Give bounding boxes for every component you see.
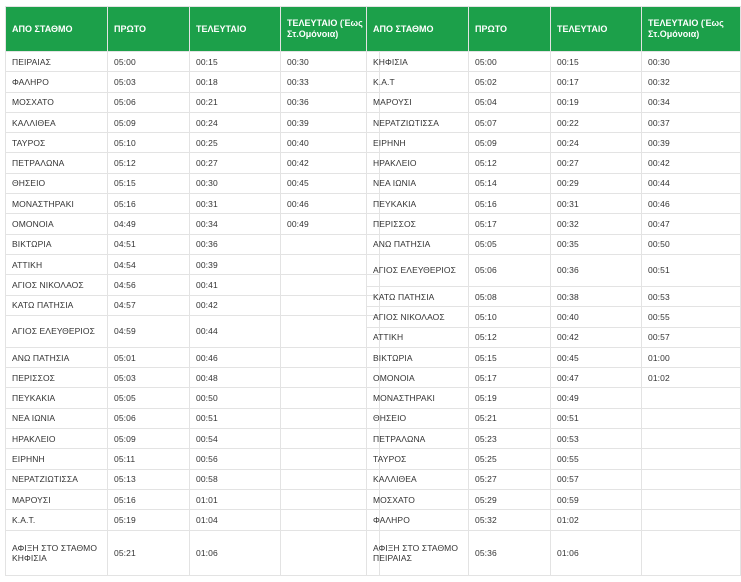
cell-last-omonia-time	[642, 489, 741, 509]
cell-station: ΚΑΛΛΙΘΕΑ	[6, 112, 108, 132]
cell-station: ΜΟΝΑΣΤΗΡΑΚΙ	[6, 194, 108, 214]
table-row	[367, 72, 741, 92]
table-row	[6, 315, 380, 347]
cell-station: ΦΑΛΗΡΟ	[6, 72, 108, 92]
cell-station: ΒΙΚΤΩΡΙΑ	[367, 347, 469, 367]
cell-station: ΝΕΡΑΤΖΙΩΤΙΣΣΑ	[367, 112, 469, 132]
cell-station: ΑΦΙΞΗ ΣΤΟ ΣΤΑΘΜΟ ΠΕΙΡΑΙΑΣ	[367, 530, 469, 575]
cell-last-omonia-time: 01:02	[642, 368, 741, 388]
table-row	[367, 52, 741, 72]
cell-last-time: 00:24	[551, 133, 642, 153]
cell-last-omonia-time	[642, 469, 741, 489]
table-row	[367, 449, 741, 469]
cell-last-omonia-time: 00:32	[642, 72, 741, 92]
cell-last-time: 00:17	[551, 72, 642, 92]
cell-last-omonia-time	[642, 388, 741, 408]
cell-station: Κ.Α.Τ	[367, 72, 469, 92]
cell-first-time: 05:23	[469, 429, 551, 449]
cell-station: ΘΗΣΕΙΟ	[6, 173, 108, 193]
cell-last-omonia-time: 00:47	[642, 214, 741, 234]
header-station: ΑΠΟ ΣΤΑΘΜΟ	[367, 7, 469, 52]
cell-station: ΠΕΙΡΑΙΑΣ	[6, 52, 108, 72]
cell-last-omonia-time	[281, 489, 380, 509]
cell-last-time: 01:04	[190, 510, 281, 530]
cell-last-time: 00:19	[551, 92, 642, 112]
cell-first-time: 05:36	[469, 530, 551, 575]
cell-first-time: 05:09	[108, 112, 190, 132]
cell-station: ΤΑΥΡΟΣ	[367, 449, 469, 469]
cell-station: ΕΙΡΗΝΗ	[367, 133, 469, 153]
cell-first-time: 05:16	[108, 194, 190, 214]
cell-last-omonia-time	[281, 368, 380, 388]
table-row	[367, 307, 741, 327]
cell-last-omonia-time	[642, 510, 741, 530]
cell-first-time: 05:13	[108, 469, 190, 489]
cell-first-time: 05:16	[108, 489, 190, 509]
header-first: ΠΡΩΤΟ	[469, 7, 551, 52]
cell-first-time: 04:56	[108, 275, 190, 295]
cell-station: ΦΑΛΗΡΟ	[367, 510, 469, 530]
cell-last-time: 00:55	[551, 449, 642, 469]
cell-first-time: 05:27	[469, 469, 551, 489]
cell-station: ΚΑΛΛΙΘΕΑ	[367, 469, 469, 489]
cell-station: ΚΑΤΩ ΠΑΤΗΣΙΑ	[6, 295, 108, 315]
cell-first-time: 05:02	[469, 72, 551, 92]
table-row	[6, 388, 380, 408]
cell-station: ΝΕΑ ΙΩΝΙΑ	[367, 173, 469, 193]
cell-station: ΑΓΙΟΣ ΝΙΚΟΛΑΟΣ	[367, 307, 469, 327]
table-row	[6, 214, 380, 234]
cell-station: ΠΕΡΙΣΣΟΣ	[367, 214, 469, 234]
table-row	[367, 194, 741, 214]
table-row	[367, 214, 741, 234]
cell-last-omonia-time: 01:00	[642, 347, 741, 367]
table-row	[367, 347, 741, 367]
cell-station: ΤΑΥΡΟΣ	[6, 133, 108, 153]
table-row	[367, 173, 741, 193]
cell-last-omonia-time: 00:55	[642, 307, 741, 327]
cell-last-time: 00:50	[190, 388, 281, 408]
cell-last-omonia-time: 00:33	[281, 72, 380, 92]
cell-last-time: 00:27	[190, 153, 281, 173]
table-row	[6, 153, 380, 173]
cell-last-time: 00:36	[190, 234, 281, 254]
cell-station: ΘΗΣΕΙΟ	[367, 408, 469, 428]
table-row	[367, 254, 741, 286]
cell-last-omonia-time	[281, 469, 380, 489]
cell-first-time: 05:12	[469, 327, 551, 347]
cell-last-omonia-time: 00:36	[281, 92, 380, 112]
table-row	[367, 530, 741, 575]
table-row	[367, 388, 741, 408]
cell-station: Κ.Α.Τ.	[6, 510, 108, 530]
cell-station: ΝΕΑ ΙΩΝΙΑ	[6, 408, 108, 428]
table-row	[6, 173, 380, 193]
table-row	[6, 295, 380, 315]
cell-last-time: 00:34	[190, 214, 281, 234]
cell-last-time: 00:24	[190, 112, 281, 132]
cell-first-time: 05:06	[469, 254, 551, 286]
cell-station: ΑΝΩ ΠΑΤΗΣΙΑ	[6, 347, 108, 367]
cell-last-time: 00:58	[190, 469, 281, 489]
cell-first-time: 05:06	[108, 408, 190, 428]
cell-last-omonia-time: 00:30	[281, 52, 380, 72]
cell-station: ΜΟΣΧΑΤΟ	[6, 92, 108, 112]
cell-last-omonia-time	[642, 449, 741, 469]
cell-first-time: 05:07	[469, 112, 551, 132]
cell-first-time: 04:57	[108, 295, 190, 315]
cell-first-time: 05:09	[469, 133, 551, 153]
table-row	[6, 52, 380, 72]
header-row	[6, 7, 380, 52]
cell-station: ΒΙΚΤΩΡΙΑ	[6, 234, 108, 254]
cell-station: ΜΟΣΧΑΤΟ	[367, 489, 469, 509]
cell-first-time: 04:54	[108, 254, 190, 274]
table-row	[6, 449, 380, 469]
cell-first-time: 04:59	[108, 315, 190, 347]
table-row	[6, 469, 380, 489]
table-row	[367, 368, 741, 388]
cell-last-omonia-time	[281, 429, 380, 449]
cell-station: ΜΑΡΟΥΣΙ	[367, 92, 469, 112]
header-last-omonia: ΤΕΛΕΥΤΑΙΟ (Έως Στ.Ομόνοια)	[281, 7, 380, 52]
cell-station: ΜΟΝΑΣΤΗΡΑΚΙ	[367, 388, 469, 408]
cell-first-time: 05:12	[108, 153, 190, 173]
table-row	[6, 489, 380, 509]
cell-last-omonia-time	[281, 347, 380, 367]
cell-station: ΑΓΙΟΣ ΝΙΚΟΛΑΟΣ	[6, 275, 108, 295]
cell-last-omonia-time: 00:42	[281, 153, 380, 173]
cell-last-time: 00:57	[551, 469, 642, 489]
cell-first-time: 04:51	[108, 234, 190, 254]
cell-last-time: 00:21	[190, 92, 281, 112]
cell-last-omonia-time	[642, 429, 741, 449]
cell-last-time: 00:56	[190, 449, 281, 469]
table-row	[367, 153, 741, 173]
header-row	[367, 7, 741, 52]
cell-station: ΠΕΤΡΑΛΩΝΑ	[6, 153, 108, 173]
cell-station: ΑΤΤΙΚΗ	[367, 327, 469, 347]
cell-first-time: 05:01	[108, 347, 190, 367]
cell-last-omonia-time: 00:49	[281, 214, 380, 234]
timetable-right	[366, 6, 741, 576]
cell-last-time: 00:48	[190, 368, 281, 388]
cell-first-time: 05:09	[108, 429, 190, 449]
cell-first-time: 05:19	[108, 510, 190, 530]
cell-last-omonia-time: 00:37	[642, 112, 741, 132]
header-first: ΠΡΩΤΟ	[108, 7, 190, 52]
cell-first-time: 05:19	[469, 388, 551, 408]
cell-station: ΠΕΥΚΑΚΙΑ	[367, 194, 469, 214]
cell-first-time: 05:05	[469, 234, 551, 254]
cell-last-omonia-time	[281, 530, 380, 575]
timetable-left	[5, 6, 380, 576]
cell-first-time: 05:16	[469, 194, 551, 214]
table-row	[6, 429, 380, 449]
cell-last-omonia-time: 00:39	[642, 133, 741, 153]
cell-last-time: 00:22	[551, 112, 642, 132]
cell-station: ΟΜΟΝΟΙΑ	[6, 214, 108, 234]
cell-last-omonia-time	[281, 295, 380, 315]
cell-last-omonia-time	[281, 510, 380, 530]
cell-last-time: 00:42	[551, 327, 642, 347]
table-row	[6, 510, 380, 530]
cell-first-time: 05:10	[469, 307, 551, 327]
cell-station: ΕΙΡΗΝΗ	[6, 449, 108, 469]
cell-last-omonia-time: 00:46	[642, 194, 741, 214]
cell-first-time: 05:15	[108, 173, 190, 193]
cell-last-omonia-time	[281, 275, 380, 295]
cell-first-time: 05:21	[108, 530, 190, 575]
cell-last-time: 00:51	[551, 408, 642, 428]
cell-last-omonia-time	[281, 315, 380, 347]
cell-first-time: 04:49	[108, 214, 190, 234]
cell-last-omonia-time	[281, 234, 380, 254]
cell-last-time: 00:59	[551, 489, 642, 509]
cell-last-time: 00:54	[190, 429, 281, 449]
cell-first-time: 05:06	[108, 92, 190, 112]
table-row	[6, 112, 380, 132]
cell-first-time: 05:00	[108, 52, 190, 72]
cell-first-time: 05:04	[469, 92, 551, 112]
cell-station: ΠΕΥΚΑΚΙΑ	[6, 388, 108, 408]
table-row	[6, 194, 380, 214]
cell-station: ΑΝΩ ΠΑΤΗΣΙΑ	[367, 234, 469, 254]
cell-first-time: 05:17	[469, 368, 551, 388]
cell-last-time: 01:01	[190, 489, 281, 509]
cell-first-time: 05:03	[108, 72, 190, 92]
table-row	[367, 92, 741, 112]
cell-first-time: 05:21	[469, 408, 551, 428]
cell-first-time: 05:17	[469, 214, 551, 234]
cell-station: ΝΕΡΑΤΖΙΩΤΙΣΣΑ	[6, 469, 108, 489]
cell-last-time: 00:51	[190, 408, 281, 428]
cell-last-time: 00:42	[190, 295, 281, 315]
cell-last-time: 00:39	[190, 254, 281, 274]
cell-last-time: 00:49	[551, 388, 642, 408]
cell-station: ΗΡΑΚΛΕΙΟ	[6, 429, 108, 449]
cell-last-omonia-time	[281, 408, 380, 428]
cell-last-omonia-time: 00:57	[642, 327, 741, 347]
cell-first-time: 05:10	[108, 133, 190, 153]
table-row	[6, 368, 380, 388]
table-row	[6, 275, 380, 295]
cell-last-omonia-time	[281, 449, 380, 469]
cell-last-omonia-time: 00:53	[642, 286, 741, 306]
cell-last-omonia-time: 00:34	[642, 92, 741, 112]
cell-last-time: 00:25	[190, 133, 281, 153]
cell-last-time: 00:27	[551, 153, 642, 173]
cell-last-time: 00:40	[551, 307, 642, 327]
cell-first-time: 05:12	[469, 153, 551, 173]
cell-last-omonia-time: 00:42	[642, 153, 741, 173]
cell-last-time: 01:06	[551, 530, 642, 575]
cell-last-omonia-time: 00:45	[281, 173, 380, 193]
cell-first-time: 05:25	[469, 449, 551, 469]
header-last: ΤΕΛΕΥΤΑΙΟ	[551, 7, 642, 52]
cell-last-time: 00:46	[190, 347, 281, 367]
cell-station: ΑΤΤΙΚΗ	[6, 254, 108, 274]
cell-first-time: 05:11	[108, 449, 190, 469]
cell-last-time: 00:32	[551, 214, 642, 234]
cell-last-time: 00:35	[551, 234, 642, 254]
cell-last-time: 00:30	[190, 173, 281, 193]
cell-first-time: 05:15	[469, 347, 551, 367]
table-row	[6, 92, 380, 112]
table-row	[367, 286, 741, 306]
table-row	[367, 510, 741, 530]
cell-last-omonia-time: 00:30	[642, 52, 741, 72]
cell-station: ΠΕΤΡΑΛΩΝΑ	[367, 429, 469, 449]
cell-last-time: 00:31	[551, 194, 642, 214]
cell-first-time: 05:03	[108, 368, 190, 388]
cell-first-time: 05:32	[469, 510, 551, 530]
table-row	[6, 347, 380, 367]
cell-last-time: 00:15	[190, 52, 281, 72]
cell-station: ΚΗΦΙΣΙΑ	[367, 52, 469, 72]
table-row	[6, 530, 380, 575]
cell-last-omonia-time: 00:40	[281, 133, 380, 153]
cell-last-time: 00:38	[551, 286, 642, 306]
table-row	[367, 327, 741, 347]
cell-station: ΚΑΤΩ ΠΑΤΗΣΙΑ	[367, 286, 469, 306]
header-last: ΤΕΛΕΥΤΑΙΟ	[190, 7, 281, 52]
cell-station: ΑΓΙΟΣ ΕΛΕΥΘΕΡΙΟΣ	[367, 254, 469, 286]
table-row	[367, 469, 741, 489]
cell-last-omonia-time: 00:50	[642, 234, 741, 254]
cell-last-omonia-time: 00:39	[281, 112, 380, 132]
cell-station: ΑΦΙΞΗ ΣΤΟ ΣΤΑΘΜΟ ΚΗΦΙΣΙΑ	[6, 530, 108, 575]
cell-last-time: 00:45	[551, 347, 642, 367]
cell-last-omonia-time	[642, 408, 741, 428]
cell-last-time: 00:31	[190, 194, 281, 214]
cell-last-time: 00:44	[190, 315, 281, 347]
cell-first-time: 05:29	[469, 489, 551, 509]
cell-station: ΜΑΡΟΥΣΙ	[6, 489, 108, 509]
header-station: ΑΠΟ ΣΤΑΘΜΟ	[6, 7, 108, 52]
table-row	[367, 408, 741, 428]
table-row	[6, 408, 380, 428]
cell-last-time: 00:41	[190, 275, 281, 295]
cell-first-time: 05:14	[469, 173, 551, 193]
cell-last-time: 00:53	[551, 429, 642, 449]
cell-last-time: 00:36	[551, 254, 642, 286]
cell-last-time: 00:15	[551, 52, 642, 72]
header-last-omonia: ΤΕΛΕΥΤΑΙΟ (Έως Στ.Ομόνοια)	[642, 7, 741, 52]
cell-last-omonia-time: 00:51	[642, 254, 741, 286]
cell-last-time: 01:02	[551, 510, 642, 530]
cell-last-omonia-time: 00:44	[642, 173, 741, 193]
cell-first-time: 05:05	[108, 388, 190, 408]
table-row	[6, 133, 380, 153]
table-row	[6, 234, 380, 254]
table-row	[367, 112, 741, 132]
cell-first-time: 05:00	[469, 52, 551, 72]
cell-last-omonia-time	[642, 530, 741, 575]
cell-station: ΟΜΟΝΟΙΑ	[367, 368, 469, 388]
cell-station: ΗΡΑΚΛΕΙΟ	[367, 153, 469, 173]
cell-station: ΑΓΙΟΣ ΕΛΕΥΘΕΡΙΟΣ	[6, 315, 108, 347]
cell-station: ΠΕΡΙΣΣΟΣ	[6, 368, 108, 388]
table-row	[367, 234, 741, 254]
table-row	[367, 429, 741, 449]
cell-last-omonia-time	[281, 254, 380, 274]
table-row	[6, 254, 380, 274]
cell-last-omonia-time: 00:46	[281, 194, 380, 214]
cell-last-time: 00:18	[190, 72, 281, 92]
cell-last-time: 01:06	[190, 530, 281, 575]
cell-last-omonia-time	[281, 388, 380, 408]
table-row	[367, 489, 741, 509]
cell-first-time: 05:08	[469, 286, 551, 306]
cell-last-time: 00:29	[551, 173, 642, 193]
table-row	[367, 133, 741, 153]
cell-last-time: 00:47	[551, 368, 642, 388]
table-row	[6, 72, 380, 92]
